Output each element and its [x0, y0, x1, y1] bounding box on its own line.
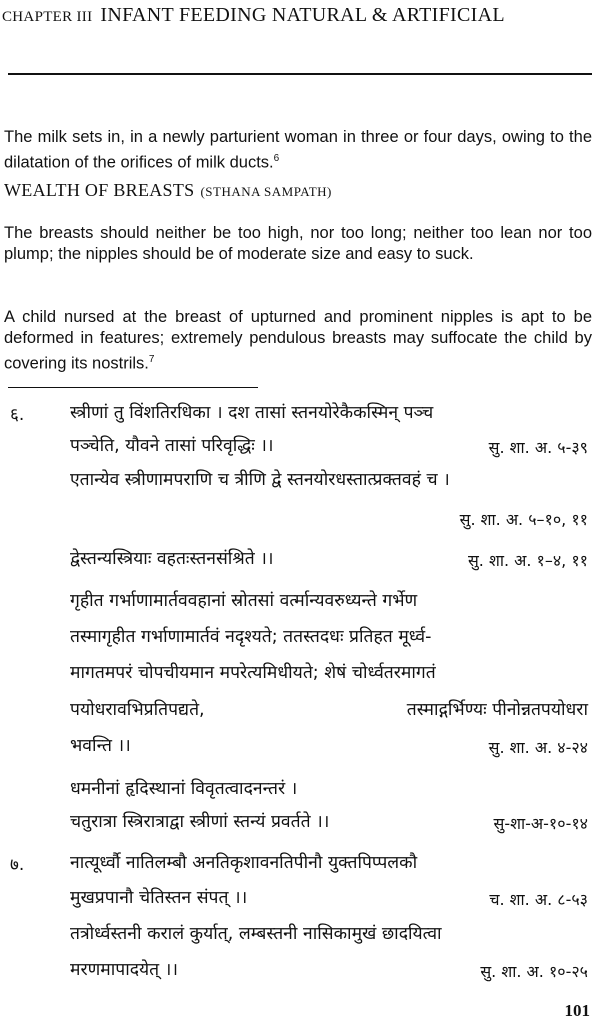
page-number: 101 — [564, 1001, 590, 1020]
note7-ref1: च. शा. अ. ८-५३ — [489, 890, 588, 909]
footnote-ref-7: 7 — [148, 354, 155, 365]
running-header — [2, 4, 505, 27]
note6-line7: मागतमपरं चोपचीयमान मपरेत्यमिधीयते; शेषं चोर्ध्वतरमागतं — [70, 663, 436, 683]
note6-ref3: सु. शा. अ. १–४, ११ — [467, 551, 588, 570]
chapter-title: INFANT FEEDING NATURAL & ARTIFICIAL — [100, 4, 505, 26]
note6-ref2: सु. शा. अ. ५–१०, ११ — [459, 510, 588, 529]
section-title: WEALTH OF BREASTS — [4, 180, 195, 200]
note6-ref4: सु. शा. अ. ४-२४ — [488, 738, 588, 757]
note7-line2: मुखप्रपानौ चेतिस्तन संपत् ।। — [70, 888, 248, 908]
note6-line4: द्वेस्तन्यस्त्रियाः वहतःस्तनसंश्रिते ।। — [70, 549, 274, 569]
note7-line4: मरणमापादयेत् ।। — [70, 960, 178, 980]
note6-line8: पयोधरावभिप्रतिपद्यते, — [70, 700, 205, 720]
section-subtitle: (STHANA SAMPATH) — [200, 184, 332, 199]
note7-ref2: सु. शा. अ. १०-२५ — [480, 962, 588, 981]
note6-line10: धमनीनां हृदिस्थानां विवृतत्वादनन्तरं । — [70, 779, 298, 799]
note6-line3: एतान्येव स्त्रीणामपराणि च त्रीणि द्वे स्तनयोरधस्तात्प्रक्तवहं च । — [70, 470, 450, 490]
note6-line9: भवन्ति ।। — [70, 736, 131, 756]
note7-line1: नात्यूर्ध्वौ नातिलम्बौ अनतिकृशावनतिपीनौ युक्तपिप्पलकौ — [70, 853, 418, 873]
note6-line6: तस्मागृहीत गर्भाणामार्तवं नदृश्यते; ततस्तदधः प्रतिहत मूर्ध्व- — [70, 627, 432, 647]
paragraph-child: A child nursed at the breast of upturned and prominent nipples is apt to be deformed in features; extremely pendulous breasts may suffocate the child by covering its nostrils.$^7$ — [4, 308, 592, 373]
section-heading — [4, 180, 332, 201]
paragraph-breasts: The breasts should neither be too high, nor too long; neither too lean nor too plump; the nipples should be of moderate size and easy to suck. — [4, 224, 592, 263]
note7-line3: तत्रोर्ध्वस्तनी करालं कुर्यात्, लम्बस्तनी नासिकामुखं छादयित्वा — [70, 924, 442, 944]
paragraph-milk: The milk sets in, in a newly parturient woman in three or four days, owing to the dilatation of the orifices of milk ducts.$^6$ — [4, 128, 592, 172]
note6-ref5: सु-शा-अ-१०-१४ — [493, 814, 588, 833]
note6-line5: गृहीत गर्भाणामार्तववहानां स्रोतसां वर्त्मान्यवरुध्यन्ते गर्भेण — [70, 591, 418, 611]
note6-line2: पञ्चेति, यौवने तासां परिवृद्धिः ।। — [70, 436, 274, 456]
note-number-6: ६. — [10, 405, 25, 425]
footnote-ref-6: 6 — [273, 153, 280, 164]
note6-line11: चतुरात्रा स्त्रिरात्राद्वा स्त्रीणां स्तन्यं प्रवर्तते ।। — [70, 812, 330, 832]
header-rule — [8, 73, 592, 75]
note6-line1: स्त्रीणां तु विंशतिरधिका । दश तासां स्तनयोरेकैकस्मिन् पञ्च — [70, 403, 434, 423]
footnote-rule — [8, 387, 258, 388]
chapter-label: CHAPTER III — [2, 9, 93, 25]
note6-line8b: तस्माद्गर्भिण्यः पीनोन्नतपयोधरा — [406, 700, 588, 720]
note-number-7: ७. — [10, 855, 25, 875]
note6-ref1: सु. शा. अ. ५-३९ — [488, 438, 588, 457]
